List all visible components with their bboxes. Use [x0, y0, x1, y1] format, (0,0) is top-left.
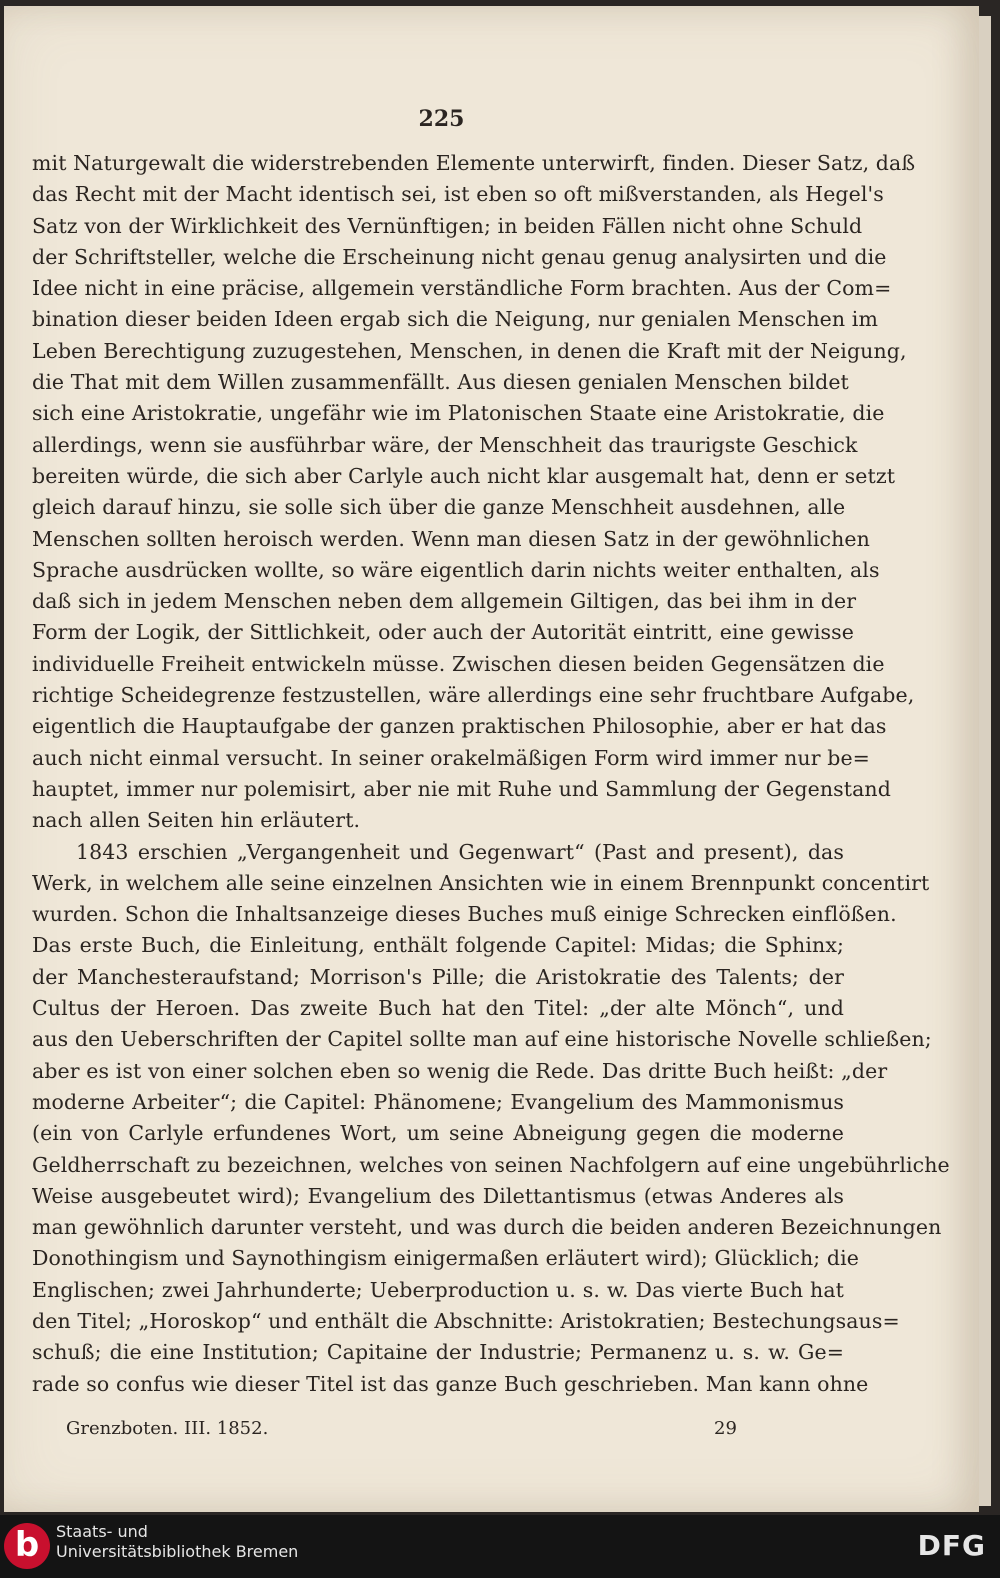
- library-logo-icon[interactable]: b: [4, 1523, 50, 1569]
- library-name-line-2: Universitätsbibliothek Bremen: [56, 1542, 299, 1561]
- text-line: schuß; die eine Institution; Capitaine der Industrie; Permanenz u. s. w. Ge=: [32, 1340, 844, 1365]
- text-line: Satz von der Wirklichkeit des Vernünftigen; in beiden Fällen nicht ohne Schuld: [32, 213, 863, 238]
- text-line: bereiten würde, die sich aber Carlyle auch nicht klar ausgemalt hat, denn er setzt: [32, 463, 896, 488]
- text-line: nach allen Seiten hin erläutert.: [32, 808, 361, 833]
- book-page: [4, 6, 979, 1512]
- text-line: wurden. Schon die Inhaltsanzeige dieses Buches muß einige Schrecken einflößen.: [32, 902, 897, 927]
- text-line: auch nicht einmal versucht. In seiner orakelmäßigen Form wird immer nur be=: [32, 745, 870, 770]
- text-line: den Titel; „Horoskop“ und enthält die Abschnitte: Aristokratien; Bestechungsaus=: [32, 1308, 900, 1333]
- page-number: 225: [418, 106, 465, 132]
- footer-signature: Grenzboten. III. 1852.: [66, 1418, 269, 1439]
- text-line: individuelle Freiheit entwickeln müsse. Zwischen diesen beiden Gegensätzen die: [32, 651, 885, 676]
- text-line: Weise ausgebeutet wird); Evangelium des Dilettantismus (etwas Anderes als: [32, 1183, 844, 1208]
- text-line: das Recht mit der Macht identisch sei, ist eben so oft mißverstanden, als Hegel's: [32, 182, 884, 207]
- text-line: eigentlich die Hauptaufgabe der ganzen praktischen Philosophie, aber er hat das: [32, 714, 887, 739]
- text-line: Leben Berechtigung zuzugestehen, Menschen, in denen die Kraft mit der Neigung,: [32, 338, 907, 363]
- footer-folio: 29: [714, 1418, 737, 1439]
- text-line: Sprache ausdrücken wollte, so wäre eigentlich darin nichts weiter enthalten, als: [32, 557, 880, 582]
- text-line: Das erste Buch, die Einleitung, enthält folgende Capitel: Midas; die Sphinx;: [32, 933, 844, 958]
- text-line: der Schriftsteller, welche die Erscheinung nicht genau genug analysirten und die: [32, 244, 887, 269]
- text-line: aber es ist von einer solchen eben so wenig die Rede. Das dritte Buch heißt: „der: [32, 1058, 888, 1083]
- text-line: sich eine Aristokratie, ungefähr wie im Platonischen Staate eine Aristokratie, die: [32, 401, 885, 426]
- viewer-footer-bar: [0, 1515, 1000, 1578]
- text-line: Englischen; zwei Jahrhunderte; Ueberproduction u. s. w. Das vierte Buch hat: [32, 1277, 844, 1302]
- text-line: richtige Scheidegrenze festzustellen, wäre allerdings eine sehr fruchtbare Aufgabe,: [32, 683, 915, 708]
- text-line: der Manchesteraufstand; Morrison's Pille; die Aristokratie des Talents; der: [32, 964, 844, 989]
- page-body-text: [32, 148, 950, 1400]
- text-line: rade so confus wie dieser Titel ist das ganze Buch geschrieben. Man kann ohne: [32, 1371, 869, 1396]
- text-line: (ein von Carlyle erfundenes Wort, um seine Abneigung gegen die moderne: [32, 1121, 844, 1146]
- page-edge: [979, 16, 991, 1506]
- dfg-logo[interactable]: DFG: [917, 1529, 986, 1562]
- text-line: aus den Ueberschriften der Capitel sollte man auf eine historische Novelle schließen;: [32, 1027, 932, 1052]
- text-line: bination dieser beiden Ideen ergab sich die Neigung, nur genialen Menschen im: [32, 307, 878, 332]
- text-line: hauptet, immer nur polemisirt, aber nie mit Ruhe und Sammlung der Gegenstand: [32, 776, 891, 801]
- text-line: gleich darauf hinzu, sie solle sich über die ganze Menschheit ausdehnen, alle: [32, 495, 846, 520]
- library-name-line-1: Staats- und: [56, 1522, 148, 1541]
- text-line: Werk, in welchem alle seine einzelnen Ansichten wie in einem Brennpunkt concentirt: [32, 870, 930, 895]
- text-line: allerdings, wenn sie ausführbar wäre, der Menschheit das traurigste Geschick: [32, 432, 858, 457]
- text-line: Idee nicht in eine präcise, allgemein verständliche Form brachten. Aus der Com=: [32, 276, 892, 301]
- text-line: 1843 erschien „Vergangenheit und Gegenwart“ (Past and present), das: [76, 839, 844, 864]
- text-line: die That mit dem Willen zusammenfällt. Aus diesen genialen Menschen bildet: [32, 370, 849, 395]
- text-line: moderne Arbeiter“; die Capitel: Phänomene; Evangelium des Mammonismus: [32, 1089, 844, 1114]
- text-line: man gewöhnlich darunter versteht, und was durch die beiden anderen Bezeichnungen: [32, 1215, 942, 1240]
- text-line: mit Naturgewalt die widerstrebenden Elemente unterwirft, finden. Dieser Satz, daß: [32, 151, 916, 175]
- text-line: Donothingism und Saynothingism einigermaßen erläutert wird); Glücklich; die: [32, 1246, 860, 1271]
- text-line: Geldherrschaft zu bezeichnen, welches von seinen Nachfolgern auf eine ungebührliche: [32, 1152, 950, 1177]
- library-name[interactable]: [56, 1522, 298, 1562]
- text-line: daß sich in jedem Menschen neben dem allgemein Giltigen, das bei ihm in der: [32, 589, 857, 614]
- text-line: Menschen sollten heroisch werden. Wenn man diesen Satz in der gewöhnlichen: [32, 526, 870, 551]
- text-line: Form der Logik, der Sittlichkeit, oder auch der Autorität eintritt, eine gewisse: [32, 620, 855, 645]
- text-line: Cultus der Heroen. Das zweite Buch hat den Titel: „der alte Mönch“, und: [32, 996, 844, 1021]
